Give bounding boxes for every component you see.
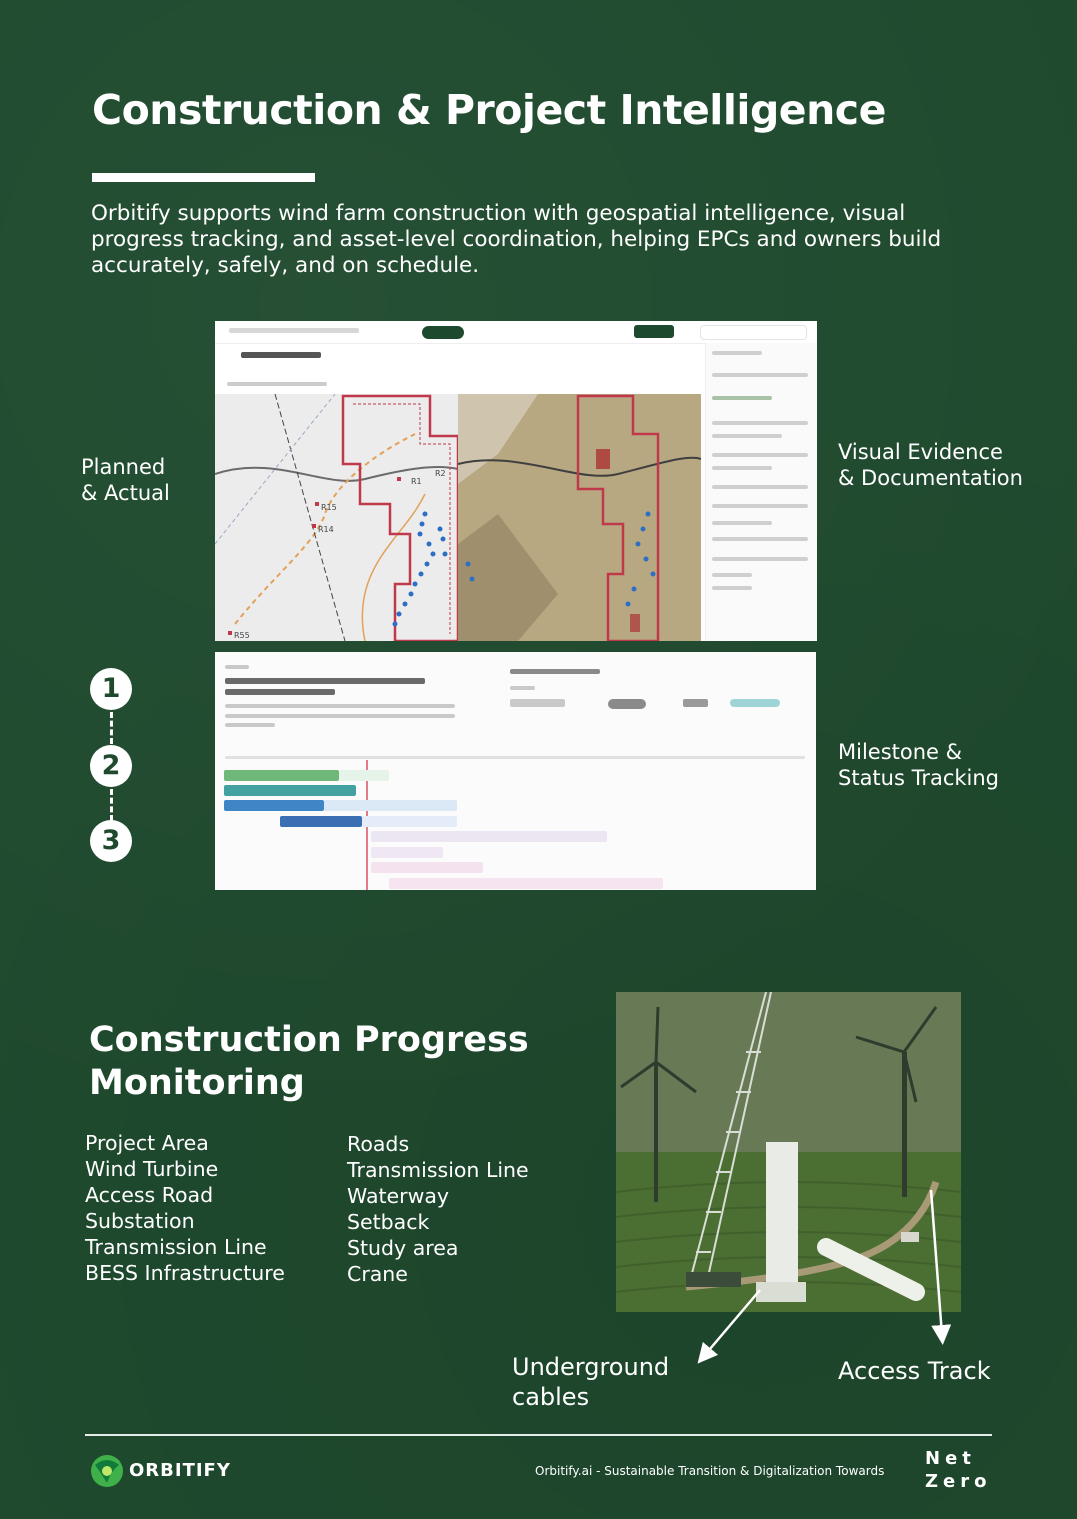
list-item: Setback [347, 1210, 430, 1234]
arrow-underground [690, 1280, 770, 1370]
planned-map [215, 394, 458, 641]
step-3-badge: 3 [90, 820, 132, 862]
label-line: & Documentation [838, 466, 1023, 490]
list-item: Project Area [85, 1131, 209, 1155]
footer-divider [85, 1434, 992, 1436]
intro-line: Orbitify supports wind farm construction with geospatial intelligence, visual [91, 201, 906, 226]
app-topbar [215, 321, 817, 344]
marker-r55: R55 [234, 631, 250, 640]
milestone-steps [90, 668, 134, 864]
satellite-map [458, 394, 701, 641]
intro-line: progress tracking, and asset-level coordination, helping EPCs and owners build [91, 227, 942, 252]
footer-tagline: Orbitify.ai - Sustainable Transition & Digitalization Towards [535, 1464, 885, 1478]
intro-line: accurately, safely, and on schedule. [91, 253, 480, 278]
breadcrumb [229, 328, 359, 333]
brand-name: ORBITIFY [129, 1460, 231, 1481]
caption-line: cables [512, 1383, 590, 1411]
visual-evidence-label [838, 439, 1023, 491]
title-line: Monitoring [89, 1063, 305, 1103]
net-zero-line: Net [925, 1448, 976, 1469]
list-item: Crane [347, 1262, 408, 1286]
list-item: Transmission Line [347, 1158, 529, 1182]
project-tabs [227, 382, 327, 386]
monitoring-title [89, 1019, 549, 1105]
marker-r2: R2 [435, 469, 446, 478]
agent-button [422, 326, 464, 339]
page-title: Construction & Project Intelligence [92, 86, 886, 134]
label-line: Milestone & [838, 740, 963, 764]
agent-button-secondary [634, 325, 674, 338]
list-item: Wind Turbine [85, 1157, 219, 1181]
list-item: Substation [85, 1209, 195, 1233]
net-zero-mark [925, 1447, 995, 1493]
tower-section [766, 1142, 798, 1302]
map-app-screenshot [215, 321, 817, 641]
list-item: Access Road [85, 1183, 214, 1207]
step-connector [110, 712, 116, 744]
orbitify-logo-icon [89, 1453, 125, 1489]
list-item: Roads [347, 1132, 410, 1156]
label-line: Visual Evidence [838, 440, 1003, 464]
monitoring-list-left [85, 1130, 285, 1286]
arrow-access [920, 1185, 960, 1350]
title-line: Construction Progress [89, 1020, 529, 1060]
caption-line: Underground [512, 1353, 670, 1381]
gantt-screenshot [215, 652, 816, 890]
net-zero-line: Zero [925, 1471, 992, 1492]
step-connector [110, 789, 116, 821]
monitoring-list-right [347, 1131, 529, 1287]
label-line: & Actual [81, 481, 170, 505]
list-item: BESS Infrastructure [85, 1261, 285, 1285]
label-line: Planned [81, 455, 166, 479]
marker-r14: R14 [318, 525, 334, 534]
layers-panel [705, 343, 817, 641]
label-line: Status Tracking [838, 766, 1000, 790]
planned-actual-label [81, 454, 170, 506]
marker-r1: R1 [411, 477, 422, 486]
underground-cables-caption [512, 1352, 669, 1412]
step-2-badge: 2 [90, 745, 132, 787]
list-item: Waterway [347, 1184, 450, 1208]
list-item: Study area [347, 1236, 459, 1260]
intro-paragraph [91, 201, 971, 279]
construction-site-image [616, 992, 961, 1312]
project-title [241, 352, 321, 358]
access-track-caption: Access Track [838, 1357, 991, 1385]
list-item: Transmission Line [85, 1235, 267, 1259]
project-boundary [343, 396, 458, 641]
milestone-status-label [838, 739, 999, 791]
title-underline [92, 173, 315, 182]
search-box [700, 325, 807, 340]
step-1-badge: 1 [90, 668, 132, 710]
marker-r15: R15 [321, 503, 337, 512]
